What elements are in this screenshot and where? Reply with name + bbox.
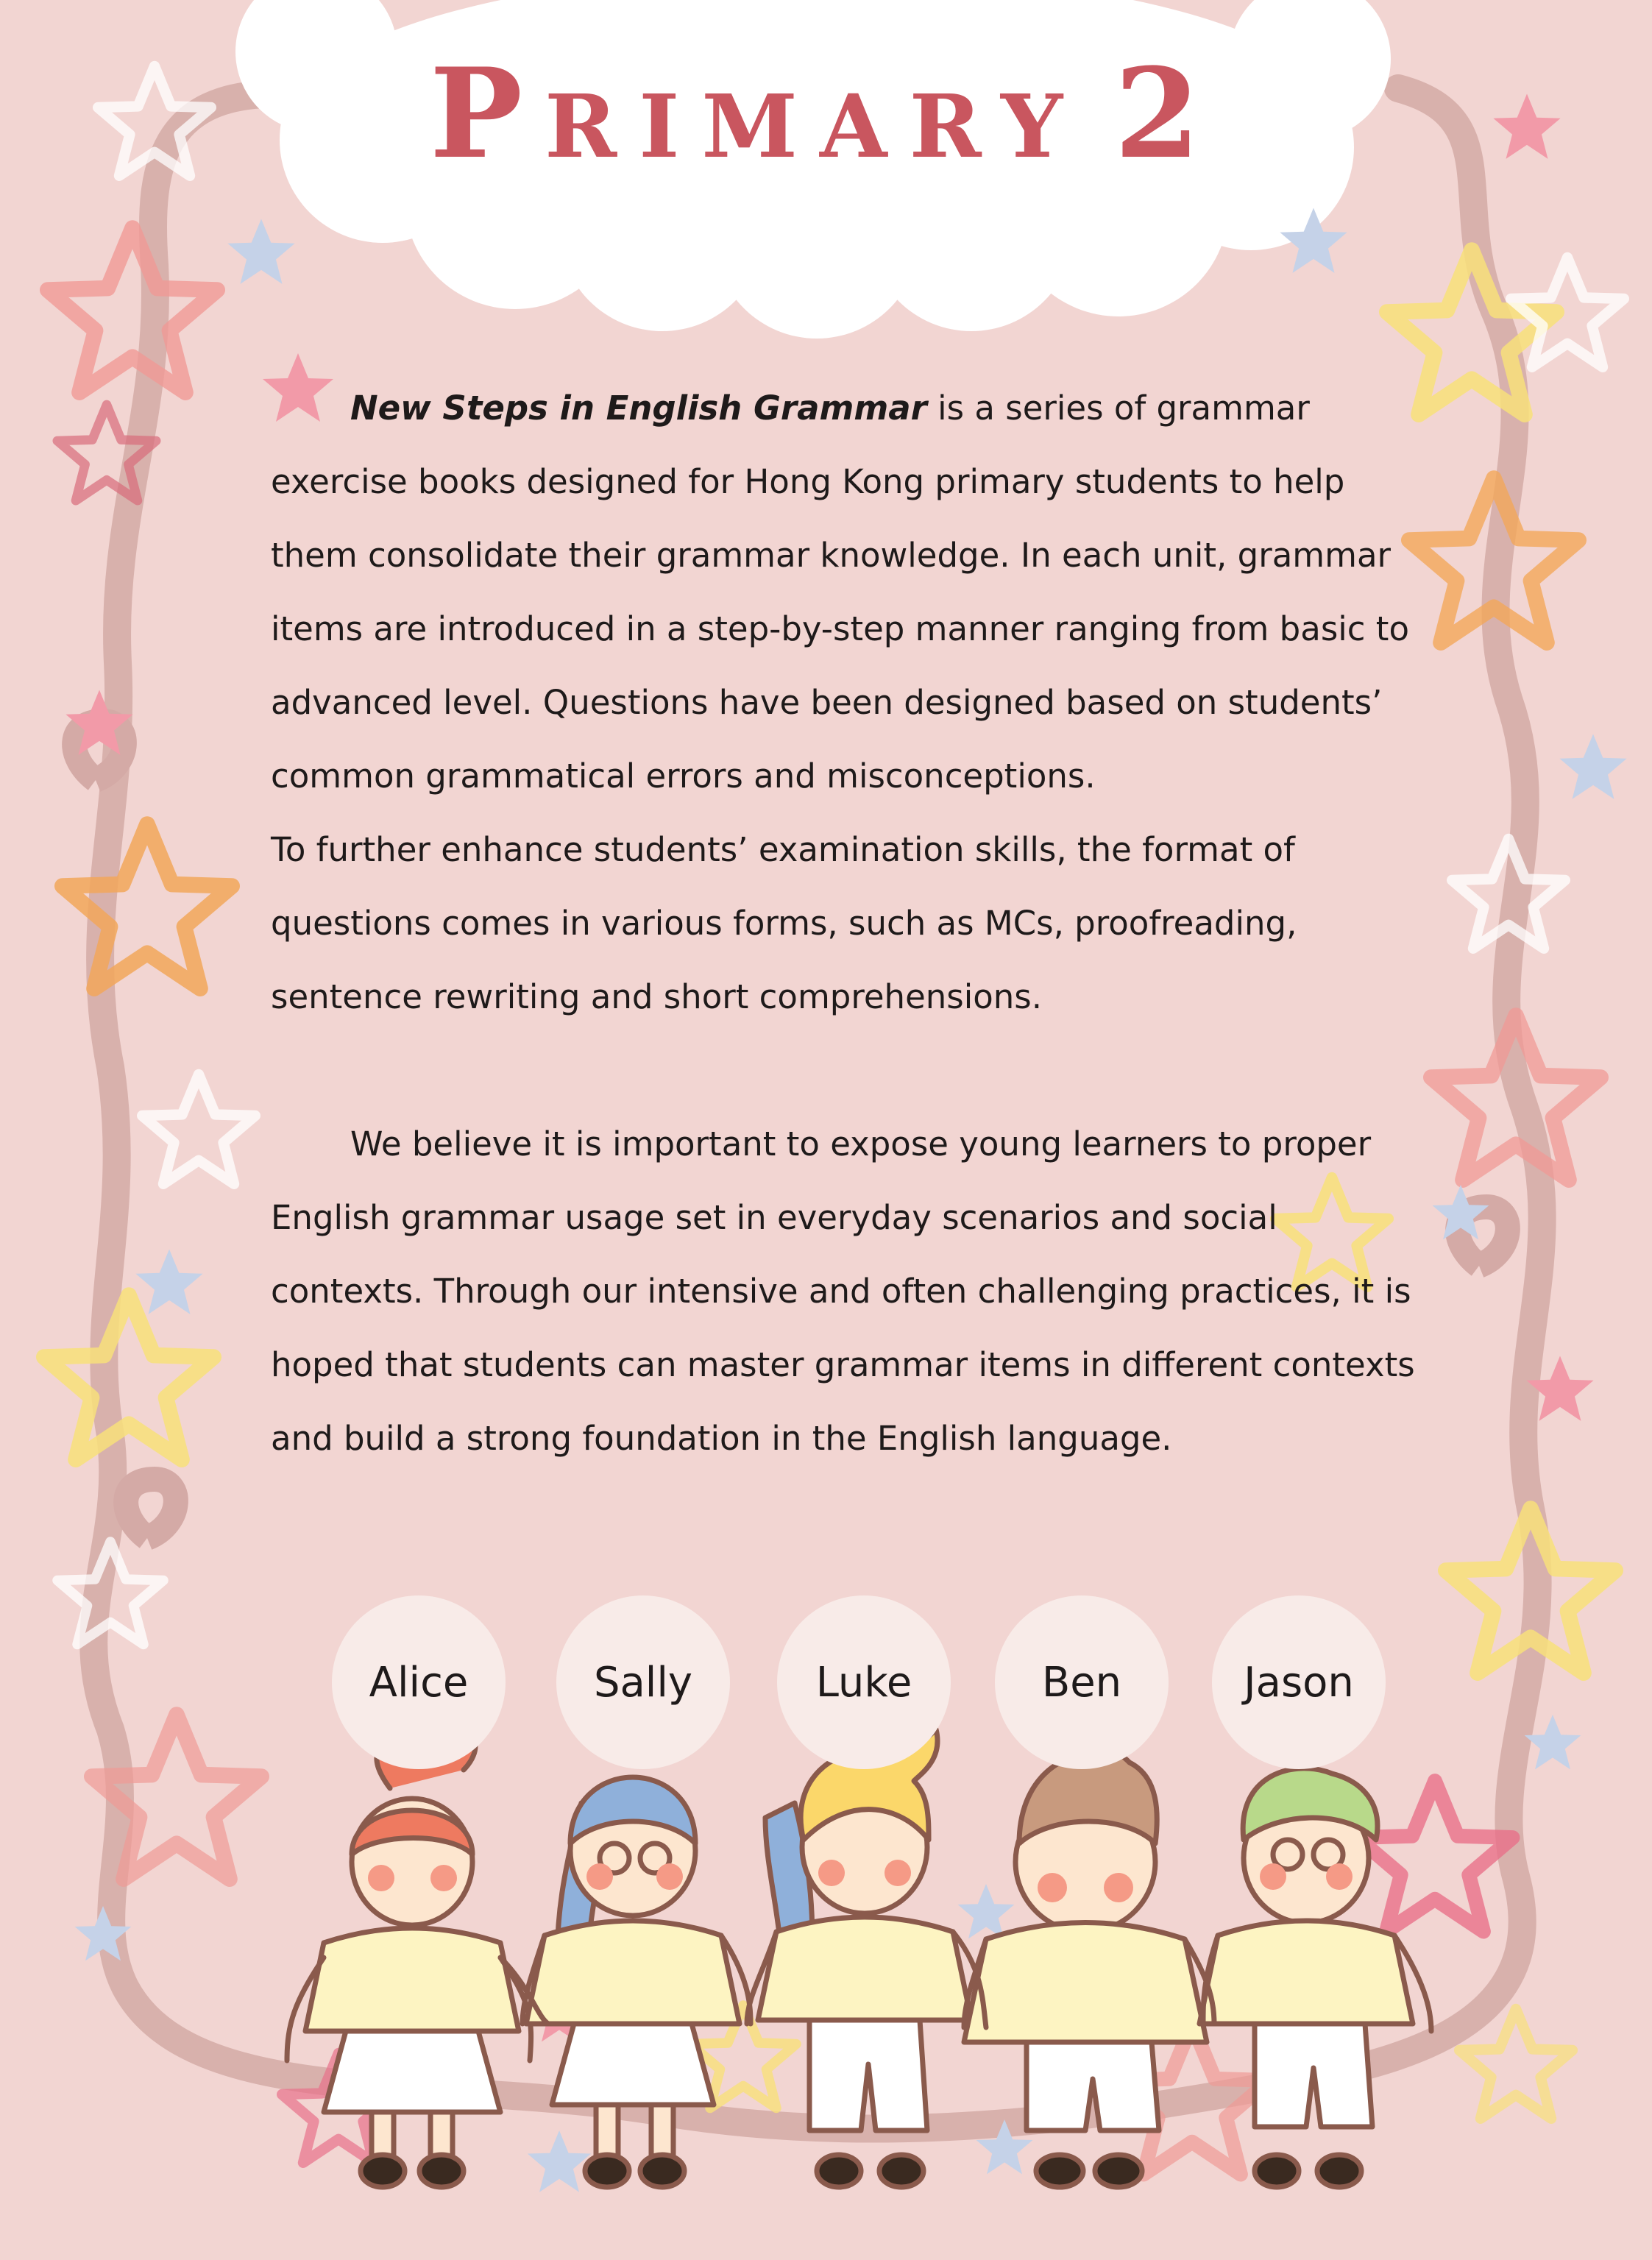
name-bubble-jason bbox=[1212, 1595, 1386, 1769]
small-star bbox=[1559, 734, 1626, 799]
intro-paragraph-2 bbox=[271, 1108, 1419, 1476]
title-word: Primary bbox=[429, 40, 1085, 186]
small-star bbox=[958, 1884, 1015, 1938]
doodle-star bbox=[48, 228, 217, 392]
small-star bbox=[135, 1250, 202, 1314]
character-name: Sally bbox=[593, 1658, 693, 1707]
doodle-star bbox=[44, 1295, 213, 1459]
paragraph-1-text: is a series of grammar exercise books designed for Hong Kong primary students to help them consolidate their grammar knowledge. In each unit, grammar items are introduced in a step-by-step manner ranging from basic to advanced level. Questions have been designed based on students’ common grammatical errors and misconceptions. bbox=[271, 389, 1409, 796]
path-loop bbox=[126, 1479, 176, 1538]
intro-paragraph-1-continued: To further enhance students’ examination skills, the format of questions comes in various forms, such as MCs, proofreading, sentence rewriting and short comprehensions. bbox=[271, 830, 1297, 1016]
doodle-star bbox=[1511, 258, 1624, 367]
book-title: New Steps in English Grammar bbox=[350, 389, 927, 428]
character-name: Alice bbox=[369, 1658, 469, 1707]
page-title bbox=[0, 40, 1652, 186]
name-bubble-sally bbox=[556, 1595, 730, 1769]
children-group bbox=[287, 1710, 1431, 2187]
small-star bbox=[528, 2130, 591, 2192]
doodle-star bbox=[1357, 1781, 1512, 1932]
name-bubble-alice bbox=[332, 1595, 506, 1769]
doodle-star bbox=[142, 1074, 255, 1184]
character-name: Luke bbox=[815, 1658, 912, 1707]
character-name: Ben bbox=[1041, 1658, 1122, 1707]
paragraph-2-text: We believe it is important to expose young learners to proper English grammar usage set in everyday scenarios and social contexts. Through our intensive and often challenging practices, it is hoped that students can master grammar items in different contexts and build a strong foundation in the English language. bbox=[271, 1124, 1415, 1458]
child-alice bbox=[287, 1710, 531, 2187]
intro-paragraph-1 bbox=[271, 372, 1419, 813]
intro-text bbox=[271, 372, 1419, 1476]
title-number: 2 bbox=[1114, 40, 1223, 186]
name-bubble-luke bbox=[777, 1595, 951, 1769]
name-bubble-ben bbox=[995, 1595, 1169, 1769]
character-name: Jason bbox=[1244, 1658, 1354, 1707]
small-star bbox=[227, 219, 294, 284]
